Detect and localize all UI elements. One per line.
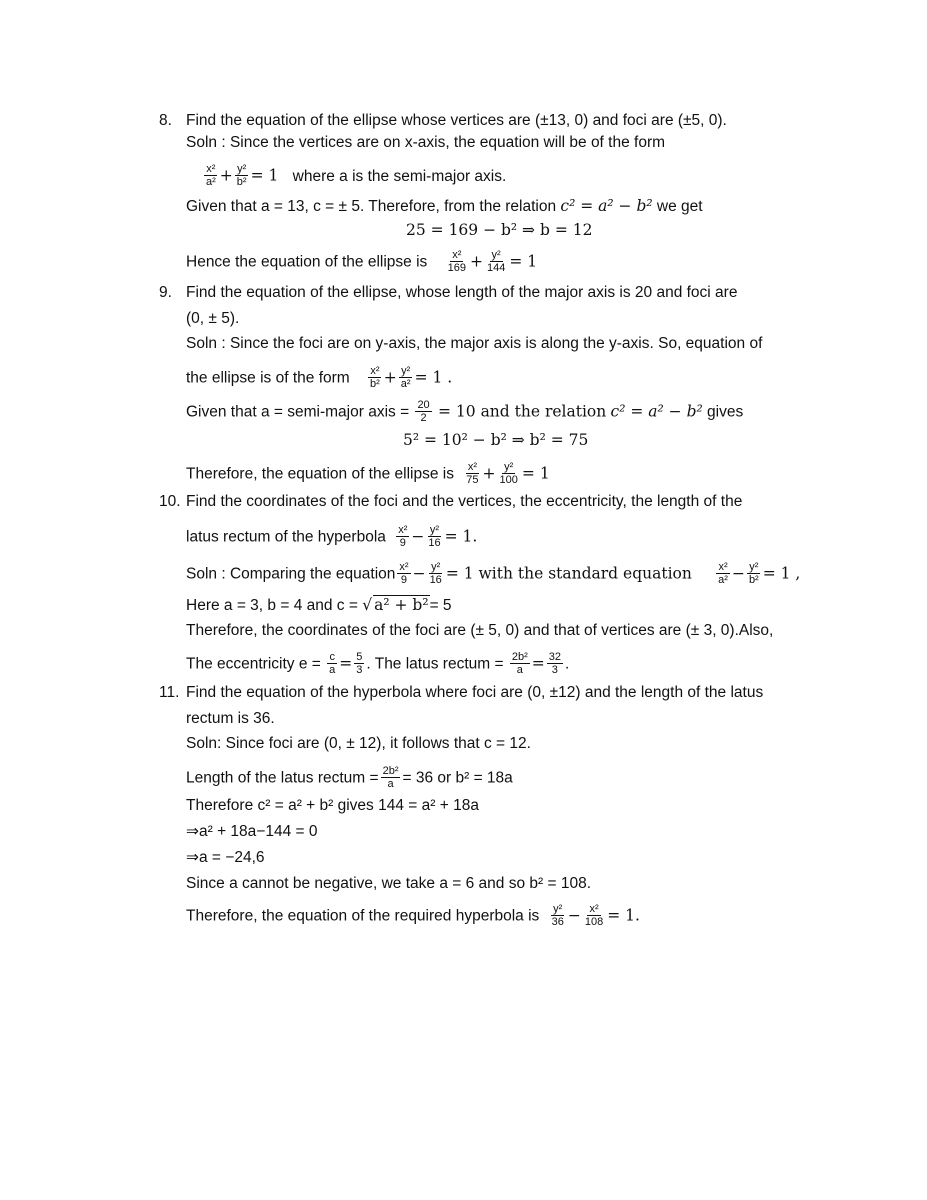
fraction: $\frac{\text{x²}}{\text{a²}}$	[718, 561, 728, 586]
fraction: $\frac{\text{2b²}}{a}$	[511, 651, 528, 676]
q11-therefore: Therefore c² = a² + b² gives 144 = a² + 18a	[186, 797, 479, 814]
q11-final-line: Therefore, the equation of the required hyperbola is $\frac{\text{y²}}{36}$ − $\frac{\text{x²}}{108}$ = 1.	[186, 903, 640, 928]
q11-soln: Soln: Since foci are (0, ± 12), it follows that c = 12.	[186, 735, 531, 752]
fraction: $\frac{\text{y²}}{16}$	[428, 524, 441, 549]
q8-soln: Soln : Since the vertices are on x-axis, the equation will be of the form	[186, 134, 666, 151]
fraction: $\frac{\text{x²}}{\text{b²}}$	[370, 365, 380, 390]
q9-number: 9.	[159, 284, 172, 301]
fraction: $\frac{\text{y²}}{\text{b²}}$	[236, 163, 247, 188]
q10-soln-line: Soln : Comparing the equation $\frac{\text{x²}}{9}$ − $\frac{\text{y²}}{16}$ = 1 with the standard equation $\frac{\text{x²}}{\text{a²}}$ − $\frac{\text{y²}}{\text{b²}}$ = 1 ,	[186, 561, 801, 586]
q8-center-equation: 25 = 169 − b² ⇒ b = 12	[406, 221, 593, 239]
q8-given: Given that a = 13, c = ± 5. Therefore, from the relation c² = a² − b² we get	[186, 197, 703, 215]
fraction: $\frac{32}{3}$	[548, 651, 561, 676]
fraction: $\frac{\text{x²}}{75}$	[466, 461, 479, 486]
q10-eccentricity-line: The eccentricity e = $\frac{c}{a}$ = $\frac{5}{3}$ . The latus rectum = $\frac{\text{2b²}}{a}$ = $\frac{32}{3}$ .	[186, 651, 570, 676]
q8-hence-line: Hence the equation of the ellipse is $\frac{\text{x²}}{169}$ + $\frac{\text{y²}}{144}$ = 1	[186, 249, 538, 274]
fraction: $\frac{c}{a}$	[329, 651, 336, 676]
q8-question: Find the equation of the ellipse whose vertices are (±13, 0) and foci are (±5, 0).	[186, 112, 727, 129]
q11-equation-2: ⇒a = −24,6	[186, 849, 265, 866]
fraction: $\frac{\text{x²}}{169}$	[447, 249, 466, 274]
fraction: $\frac{\text{y²}}{16}$	[429, 561, 442, 586]
fraction: $\frac{\text{x²}}{9}$	[399, 561, 409, 586]
q11-equation-1: ⇒a² + 18a−144 = 0	[186, 823, 318, 840]
q10-question-1: Find the coordinates of the foci and the vertices, the eccentricity, the length of the	[186, 493, 743, 510]
q11-question-2: rectum is 36.	[186, 710, 275, 727]
q9-question-2: (0, ± 5).	[186, 310, 240, 327]
q9-therefore-line: Therefore, the equation of the ellipse is $\frac{\text{x²}}{75}$ + $\frac{\text{y²}}{100}$ = 1	[186, 461, 550, 486]
q9-form-line: the ellipse is of the form $\frac{\text{x²}}{\text{b²}}$ + $\frac{\text{y²}}{\text{a²}}$ = 1 .	[186, 365, 453, 390]
fraction: $\frac{\text{2b²}}{a}$	[382, 765, 399, 790]
q9-given: Given that a = semi-major axis = $\frac{20}{2}$ = 10 and the relation c² = a² − b² gives	[186, 399, 744, 424]
q10-question-2: latus rectum of the hyperbola $\frac{\text{x²}}{9}$ − $\frac{\text{y²}}{16}$ = 1.	[186, 524, 478, 549]
q11-latus-line: Length of the latus rectum = $\frac{\text{2b²}}{a}$ = 36 or b² = 18a	[186, 765, 513, 790]
fraction: $\frac{\text{y²}}{\text{b²}}$	[748, 561, 759, 586]
q8-form-line: $\frac{\text{x²}}{\text{a²}}$ + $\frac{\text{y²}}{\text{b²}}$ = 1 where a is the semi-major axis.	[206, 163, 507, 188]
fraction: $\frac{\text{y²}}{\text{a²}}$	[400, 365, 411, 390]
fraction: $\frac{20}{2}$	[417, 399, 430, 424]
q10-therefore: Therefore, the coordinates of the foci are (± 5, 0) and that of vertices are (± 3, 0).Also,	[186, 622, 774, 639]
q9-soln: Soln : Since the foci are on y-axis, the major axis is along the y-axis. So, equation of	[186, 335, 763, 352]
q11-question-1: Find the equation of the hyperbola where foci are (0, ±12) and the length of the latus	[186, 684, 764, 701]
q11-since: Since a cannot be negative, we take a = 6 and so b² = 108.	[186, 875, 592, 892]
q8-number: 8.	[159, 112, 172, 129]
q9-center-equation: 5² = 10² − b² ⇒ b² = 75	[403, 431, 589, 449]
fraction: $\frac{\text{y²}}{100}$	[499, 461, 518, 486]
q11-number: 11.	[159, 684, 180, 701]
q10-number: 10.	[159, 493, 181, 510]
q10-here: Here a = 3, b = 4 and c = √ a² + b²= 5	[186, 596, 452, 614]
fraction: $\frac{\text{x²}}{108}$	[584, 903, 604, 928]
fraction: $\frac{\text{x²}}{9}$	[398, 524, 408, 549]
fraction: $\frac{\text{x²}}{\text{a²}}$	[206, 163, 216, 188]
fraction: $\frac{\text{y²}}{36}$	[551, 903, 564, 928]
q9-question-1: Find the equation of the ellipse, whose length of the major axis is 20 and foci are	[186, 284, 738, 301]
fraction: $\frac{5}{3}$	[356, 651, 363, 676]
fraction: $\frac{\text{y²}}{144}$	[486, 249, 506, 274]
